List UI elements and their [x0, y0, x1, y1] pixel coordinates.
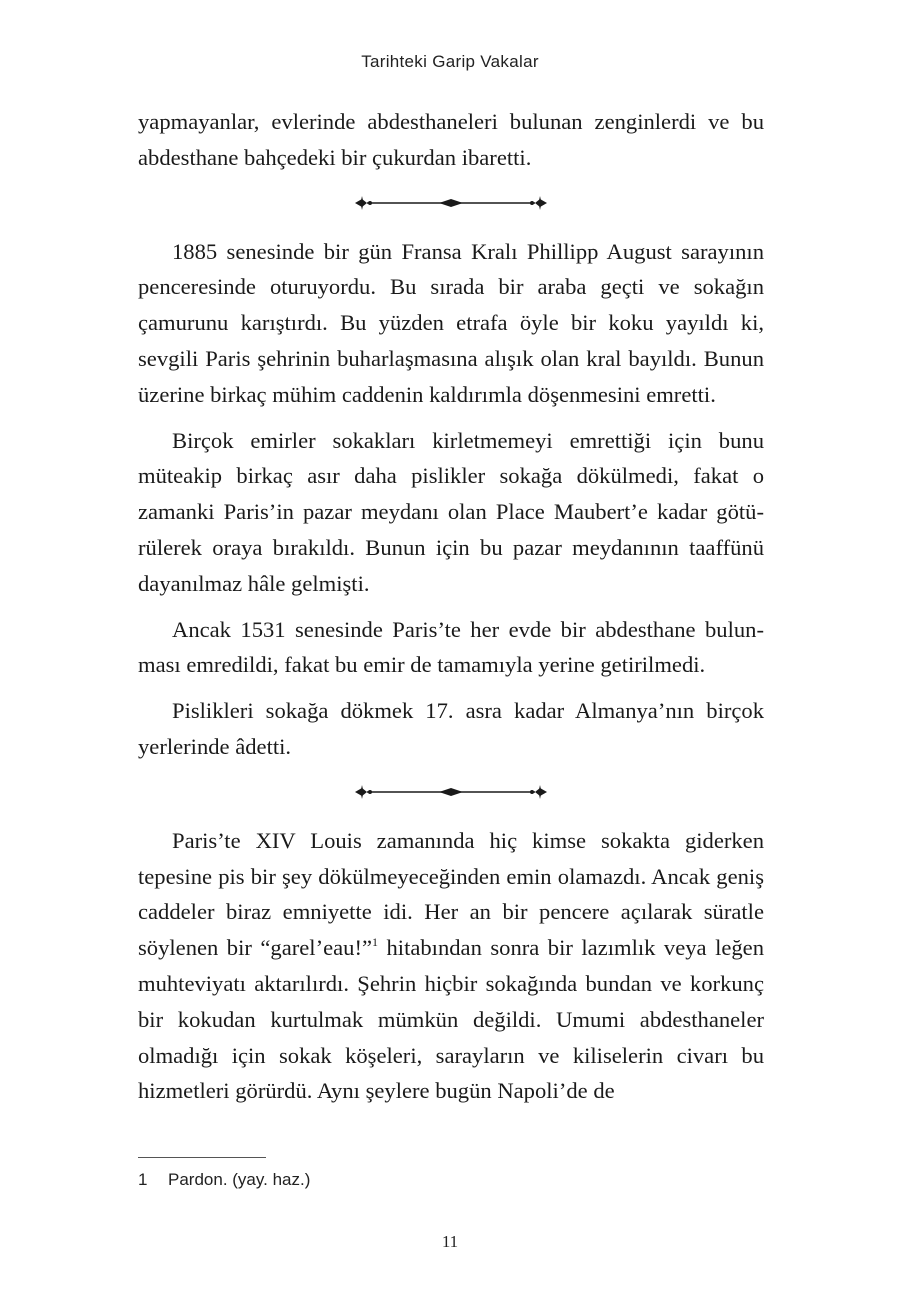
section-divider-ornament — [353, 194, 549, 212]
paragraph-2: 1885 senesinde bir gün Fransa Kralı Phillipp August sarayının penceresinde oturuyordu. Bu sırada bir araba geçti ve sokağın çamurunu karıştırdı. Bu yüzden etrafa öyle bir koku yayıldı ki, sevgili Paris şehrinin buharlaşmasına alışık olan kral bayıldı. Bunun üzerine birkaç mühim caddenin kaldırımla döşenmesini emretti. — [138, 238, 764, 407]
paragraph-6 — [138, 823, 764, 1109]
running-title: Tarihteki Garip Vakalar — [361, 52, 539, 71]
footnote-number: 1 — [138, 1170, 148, 1189]
paragraph-1: yapmayanlar, evlerinde abdesthaneleri bulunan zenginlerdi ve bu abdesthane bahçedeki bir çukurdan ibaretti. — [138, 109, 764, 170]
paragraph-6-part-1: Paris’te XIV Louis zamanında hiç kimse sokakta giderken tepesine pis bir şey dökülmeyeceğinden emin olamazdı. Ancak geniş caddeler biraz emniyette idi. Her an bir pencere açılarak süratle söylenen bir “garel’eau!” — [138, 827, 764, 961]
paragraph-6-part-2: hitabından sonra bir lazımlık veya leğen muhteviyatı aktarılırdı. Şehrin hiçbir sokağında bundan ve korkunç bir kokudan kurtulmak mümkün değildi. Umumi abdesthaneler olmadığı için sokak köşeleri, sarayların ve kiliselerin civarı bu hizmetleri görürdü. Aynı şeylere bugün Napoli’de de — [138, 935, 764, 1104]
paragraph-5: Pislikleri sokağa dökmek 17. asra kadar Almanya’nın birçok yerlerinde âdetti. — [138, 698, 764, 759]
footnote-text: Pardon. (yay. haz.) — [168, 1170, 311, 1189]
footnote-divider — [138, 1157, 266, 1158]
paragraph-3: Birçok emirler sokakları kirletmemeyi emrettiği için bunu müteakip birkaç asır daha pislikler sokağa dökülmedi, fakat o zamanki Paris’in pazar meydanı olan Place Maubert’e kadar götürülerek oraya bırakıldı. Bunun için bu pazar meydanının taaffünü dayanılmaz hâle gelmişti. — [138, 427, 764, 596]
main-text — [138, 104, 764, 1109]
paragraph-4: Ancak 1531 senesinde Paris’te her evde bir abdesthane bulunması emredildi, fakat bu emir de tamamıyla yerine getirilmedi. — [138, 616, 764, 678]
section-divider-ornament-2 — [353, 783, 549, 801]
footnote — [138, 1170, 310, 1190]
footnote-reference: 1 — [372, 935, 379, 950]
page-number: 11 — [441, 1232, 459, 1251]
